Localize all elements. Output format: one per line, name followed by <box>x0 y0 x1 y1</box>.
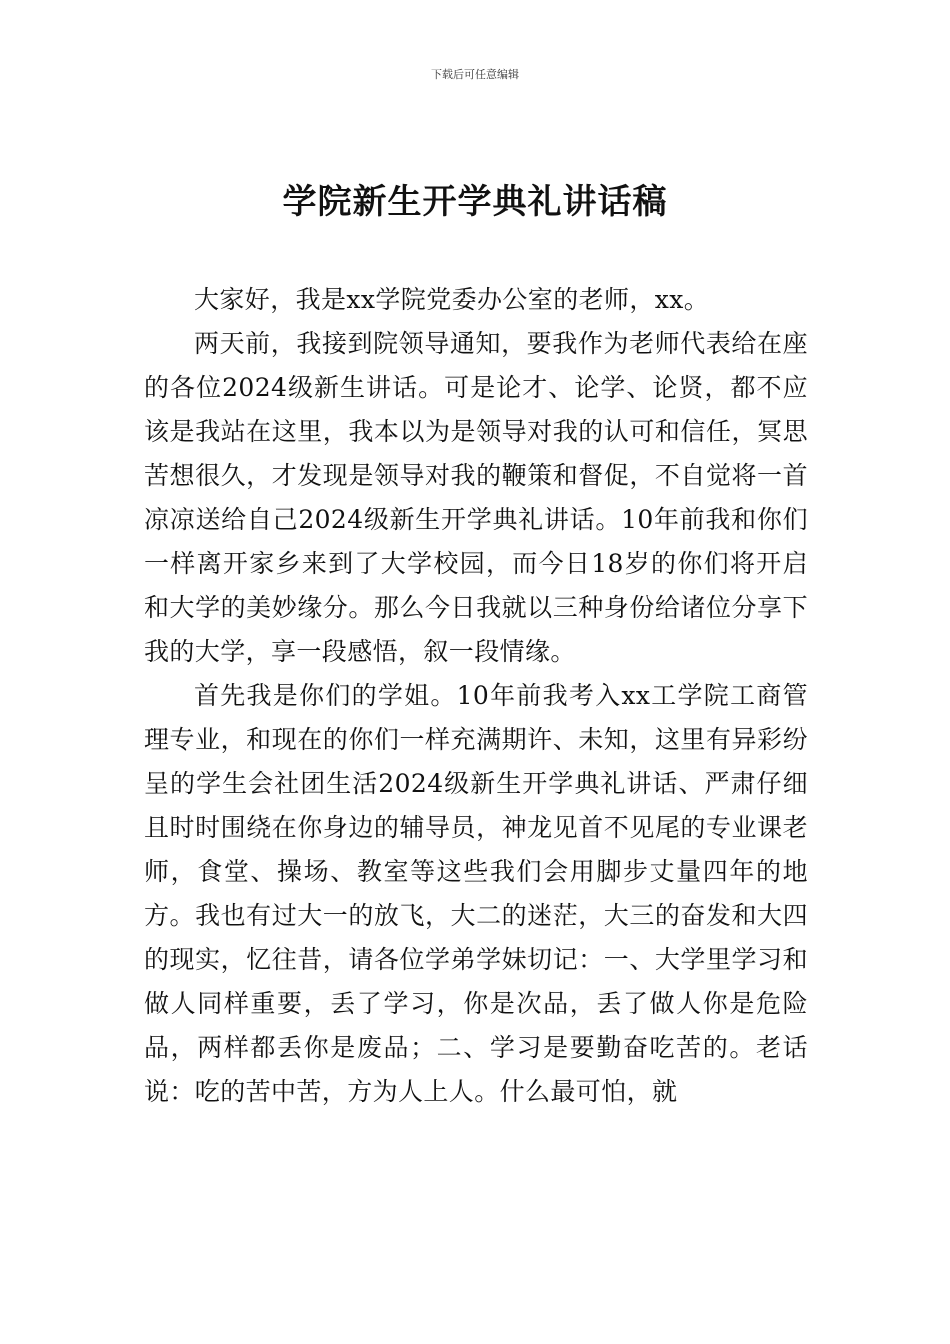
document-title: 学院新生开学典礼讲话稿 <box>282 182 668 222</box>
paragraph-as-senior: 首先我是你们的学姐。10年前我考入xx工学院工商管理专业，和现在的你们一样充满期许、未知，这里有异彩纷呈的学生会社团生活2024级新生开学典礼讲话、严肃仔细且时时围绕在你身边的辅导员，神龙见首不见尾的专业课老师，食堂、操场、教室等这些我们会用脚步丈量四年的地方。我也有过大一的放飞，大二的迷茫，大三的奋发和大四的现实，忆往昔，请各位学弟学妹切记：一、大学里学习和做人同样重要，丢了学习，你是次品，丢了做人你是危险品，两样都丢你是废品；二、学习是要勤奋吃苦的。老话说：吃的苦中苦，方为人上人。什么最可怕，就 <box>144 681 808 1106</box>
paragraph-introduction: 两天前，我接到院领导通知，要我作为老师代表给在座的各位2024级新生讲话。可是论才、论学、论贤，都不应该是我站在这里，我本以为是领导对我的认可和信任，冥思苦想很久，才发现是领导对我的鞭策和督促，不自觉将一首凉凉送给自己2024级新生开学典礼讲话。10年前我和你们一样离开家乡来到了大学校园，而今日18岁的你们将开启和大学的美妙缘分。那么今日我就以三种身份给诸位分享下我的大学，享一段感悟，叙一段情缘。 <box>144 329 808 666</box>
paragraph-greeting: 大家好，我是xx学院党委办公室的老师，xx。 <box>194 285 710 314</box>
document-body <box>144 278 808 1114</box>
header-note: 下载后可任意编辑 <box>431 68 519 81</box>
